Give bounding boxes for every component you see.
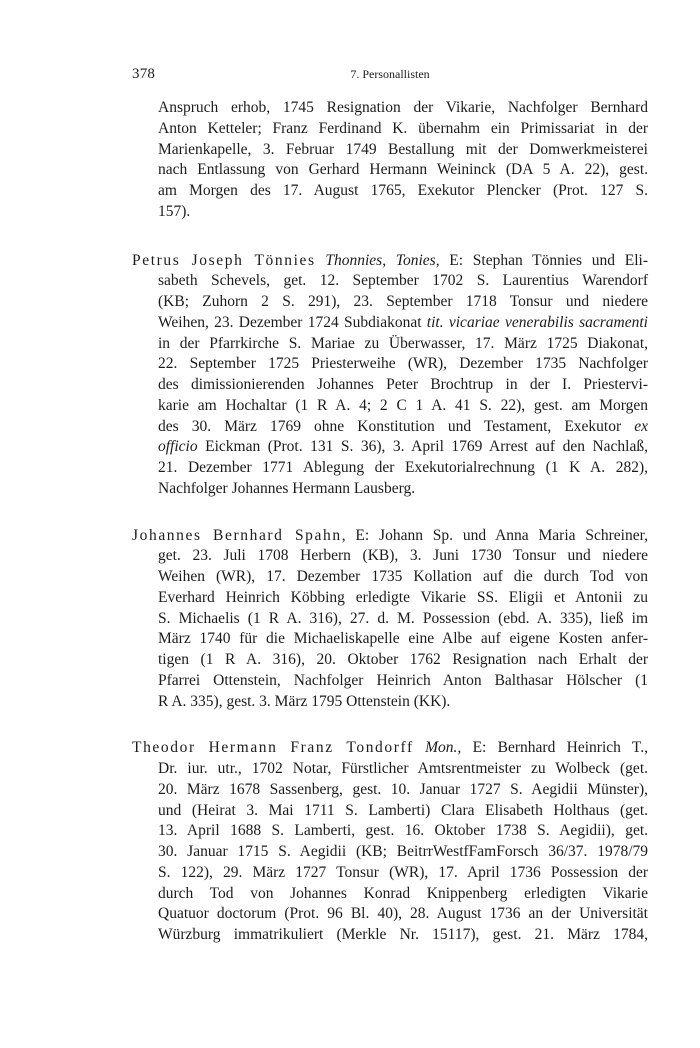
name-variants: Mon., [425,739,462,757]
text-line: S. 122), 29. März 1727 Tonsur (WR), 17. April 1736 Possession der [158,863,648,881]
text-line: Weihen (WR), 17. Dezember 1735 Kollation auf die durch Tod von [158,568,648,585]
text-line: Pfarrei Ottenstein, Nachfolger Heinrich Anton Balthasar Hölscher (1 [158,671,648,689]
text-line [132,313,648,334]
text-line: Nachfolger Johannes Hermann Lausberg. [158,479,416,497]
entry-name: Petrus Joseph Tönnies [132,251,316,269]
entry-tondorff [132,738,648,946]
text-line: am Morgen des 17. August 1765, Exekutor Plencker (Prot. 127 S. [158,182,648,199]
text-line: Everhard Heinrich Köbbing erledigte Vikarie SS. Eligii et Antonii zu [158,588,648,606]
entry-spahn [132,526,648,713]
text-line: März 1740 für die Michaeliskapelle eine Albe auf eigene Kosten anfer- [158,630,648,648]
text-line: 30. Januar 1715 S. Aegidii (KB; BeitrrWestfFamForsch 36/37. 1978/79 [158,843,648,860]
text-line: Würzburg immatrikuliert (Merkle Nr. 15117), gest. 21. März 1784, [158,926,648,943]
text-run: E: Stephan Tönnies und Eli- [439,251,649,269]
text-line: 22. September 1725 Priesterweihe (WR), Dezember 1735 Nachfolger [158,355,648,373]
entry-name: Theodor Hermann Franz Tondorff [132,739,414,757]
text-line: durch Tod von Johannes Konrad Knippenberg erledigten Vikarie [158,884,648,902]
latin-term: ex [634,417,648,435]
text-run: Eickman (Prot. 131 S. 36), 3. April 1769 Arrest auf den Nachlaß, [197,438,648,456]
text-line: 21. Dezember 1771 Ablegung der Exekutorialrechnung (1 K A. 282), [158,459,648,476]
page-header [132,66,648,86]
text-line: karie am Hochaltar (1 R A. 4; 2 C 1 A. 41 S. 22), gest. am Morgen [158,396,648,414]
text-line: 13. April 1688 S. Lamberti, gest. 16. Oktober 1738 S. Aegidii), get. [158,822,648,840]
text-line: des dimissionierenden Johannes Peter Brochtrup in der I. Priestervi- [158,376,648,393]
text-line: 20. März 1678 Sassenberg, gest. 10. Januar 1727 S. Aegidii Münster), [158,780,648,798]
text-run: E: Bernhard Heinrich T., [461,739,648,757]
text-line: tigen (1 R A. 316), 20. Oktober 1762 Resignation nach Erhalt der [158,651,648,668]
entry-first-line [132,738,648,759]
text-line: nach Entlassung von Gerhard Hermann Weininck (DA 5 A. 22), gest. [158,161,648,179]
text-line: R A. 335), gest. 3. März 1795 Ottenstein (KK). [158,692,451,710]
entry-name: Johannes Bernhard Spahn [132,526,342,544]
text-line: (KB; Zuhorn 2 S. 291), 23. September 1718 Tonsur und niedere [158,293,648,310]
entry-toennies [132,251,648,500]
running-head: 7. Personallisten [350,67,430,81]
entry-first-line [132,526,648,547]
text-line: S. Michaelis (1 R A. 316), 27. d. M. Possession (ebd. A. 335), ließ im [158,609,648,627]
text-line [132,437,648,458]
text-line: Marienkapelle, 3. Februar 1749 Bestallung mit der Domwerkmeisterei [158,140,648,158]
text-line: Anton Ketteler; Franz Ferdinand K. übernahm ein Primissariat in der [158,119,648,137]
text-run: des 30. März 1769 ohne Konstitution und Testament, Exekutor [158,417,635,435]
text-line: und (Heirat 3. Mai 1711 S. Lamberti) Clara Elisabeth Holthaus (get. [158,801,648,819]
latin-term: officio [158,438,198,456]
text-line: 157). [158,202,191,220]
entry-continuation [132,98,648,223]
entry-first-line [132,251,648,272]
text-body [132,98,648,972]
text-run: Weihen, 23. Dezember 1724 Subdiakonat [158,313,427,331]
text-line: in der Pfarrkirche S. Mariae zu Überwasser, 17. März 1725 Diakonat, [158,334,648,352]
text-line: Quatuor doctorum (Prot. 96 Bl. 40), 28. August 1736 an der Universität [158,905,648,923]
page-number: 378 [132,66,156,82]
text-line: Anspruch erhob, 1745 Resignation der Vikarie, Nachfolger Bernhard [158,99,648,116]
text-line: get. 23. Juli 1708 Herbern (KB), 3. Juni 1730 Tonsur und niedere [158,547,648,565]
text-line [132,417,648,438]
name-variants: Thonnies, Tonies, [325,251,440,269]
text-line: Dr. iur. utr., 1702 Notar, Fürstlicher Amtsrentmeister zu Wolbeck (get. [158,760,648,777]
text-run: , E: Johann Sp. und Anna Maria Schreiner, [341,526,648,544]
text-line: sabeth Schevels, get. 12. September 1702 S. Laurentius Warendorf [158,272,648,290]
latin-title: tit. vicariae venerabilis sacramenti [426,313,648,331]
